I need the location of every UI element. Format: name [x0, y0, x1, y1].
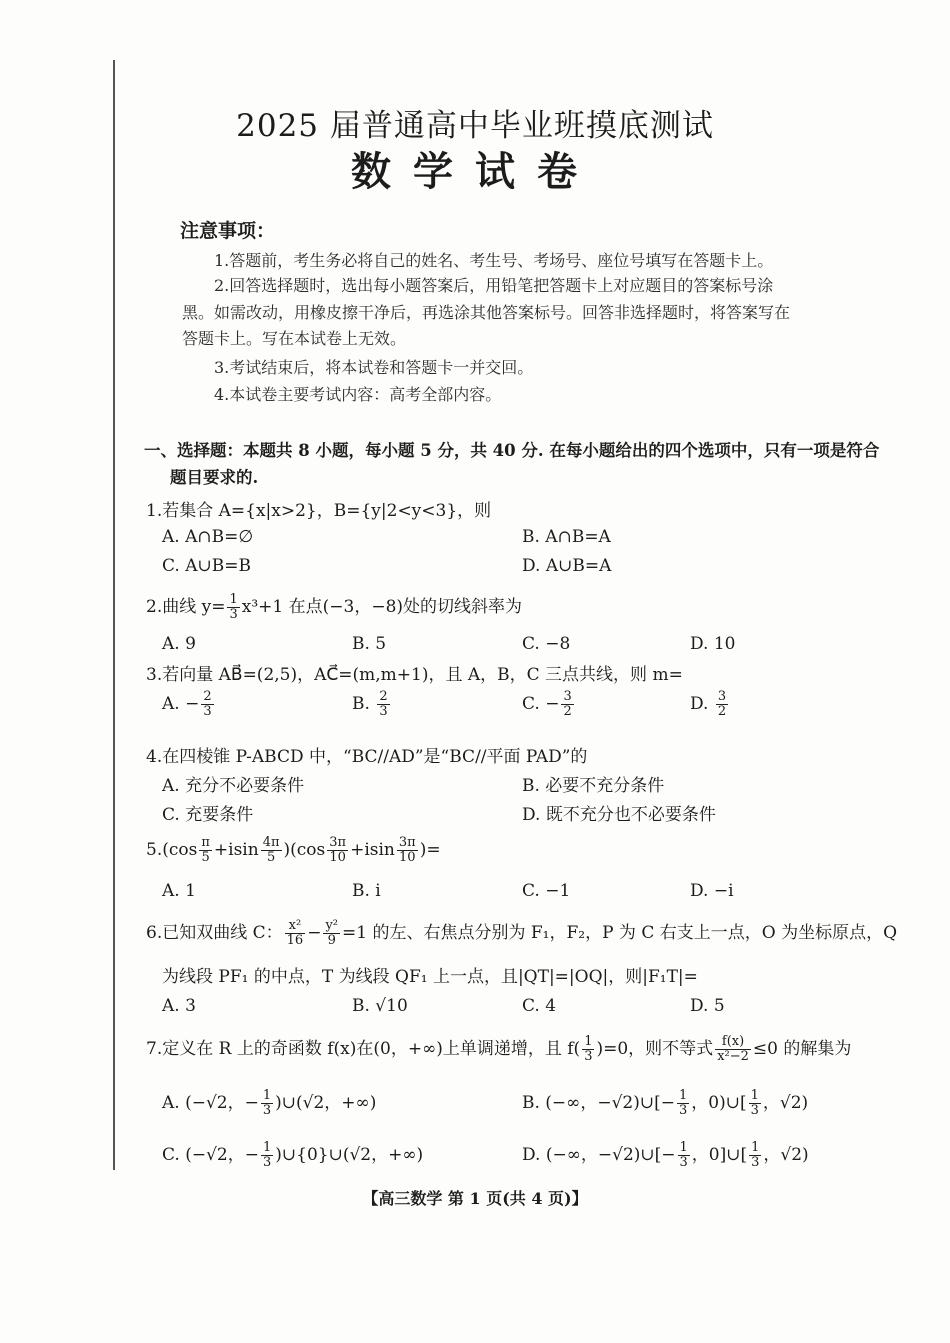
q2-frac-num: 1 — [229, 592, 238, 607]
frac-den: 3 — [262, 1103, 272, 1118]
notice-item: 黑。如需改动，用橡皮擦干净后，再选涂其他答案标号。回答非选择题时，将答案写在 — [182, 303, 791, 322]
frac-den: 3 — [203, 704, 212, 719]
opt-fraction — [677, 1089, 689, 1118]
question-6-line2: 为线段 PF₁ 的中点，T 为线段 QF₁ 上一点，且|QT|=|OQ|，则|F₁T|= — [162, 967, 698, 987]
question-6-stem — [146, 918, 897, 948]
opt-text: ，√2) — [762, 1093, 809, 1113]
q2-option-b: B. 5 — [352, 634, 387, 654]
frac-num: 1 — [750, 1088, 759, 1103]
notice-item: 1.答题前，考生务必将自己的姓名、考生号、考场号、座位号填写在答题卡上。 — [214, 251, 774, 270]
frac-num: 2 — [379, 689, 388, 704]
q6-option-b: B. √10 — [352, 996, 408, 1016]
frac-num: 1 — [262, 1140, 272, 1155]
q5-fraction-2 — [261, 836, 282, 865]
q2-option-a: A. 9 — [162, 634, 196, 654]
frac-num: 1 — [679, 1140, 688, 1155]
q5-text: 5.(cos — [146, 840, 198, 860]
q4-option-d: D. 既不充分也不必要条件 — [522, 805, 716, 825]
frac-num: π — [201, 835, 210, 850]
q4-option-c: C. 充要条件 — [162, 805, 254, 825]
frac-den: 3 — [262, 1155, 272, 1170]
frac-den: x²−2 — [717, 1049, 749, 1064]
notice-item: 2.回答选择题时，选出每小题答案后，用铅笔把答题卡上对应题目的答案标号涂 — [214, 276, 774, 295]
opt-fraction — [749, 1089, 761, 1118]
q4-option-a: A. 充分不必要条件 — [162, 776, 305, 796]
frac-den: 5 — [266, 850, 276, 865]
q6-text: 6.已知双曲线 C： — [146, 923, 283, 943]
q7-option-c — [162, 1140, 423, 1170]
opt-fraction — [749, 1141, 761, 1170]
q3-d-fraction — [716, 690, 728, 719]
q1-option-d: D. A∪B=A — [522, 556, 612, 576]
q3-a-fraction — [201, 690, 213, 719]
opt-fraction — [261, 1089, 273, 1118]
q2-frac-den: 3 — [229, 607, 238, 622]
opt-fraction — [261, 1141, 273, 1170]
frac-num: 3π — [329, 835, 347, 850]
q6-option-a: A. 3 — [162, 996, 196, 1016]
q5-fraction-4 — [397, 836, 418, 865]
question-1-stem: 1.若集合 A={x|x>2}，B={y|2<y<3}，则 — [146, 501, 492, 521]
frac-num: 2 — [203, 689, 212, 704]
frac-num: f(x) — [715, 1035, 751, 1050]
frac-den: 3 — [584, 1049, 593, 1064]
q1-option-b: B. A∩B=A — [522, 527, 611, 547]
q6-text: =1 的左、右焦点分别为 F₁，F₂，P 为 C 右支上一点，O 为坐标原点，Q — [342, 923, 898, 943]
q6-text: − — [307, 923, 322, 943]
frac-num: x² — [285, 919, 306, 934]
section-heading-cont: 题目要求的. — [170, 468, 259, 487]
opt-text: D. (−∞，−√2)∪[− — [522, 1145, 676, 1165]
q5-fraction-1 — [199, 836, 212, 865]
opt-text: )∪{0}∪(√2，+∞) — [275, 1145, 424, 1165]
q7-fraction-1 — [582, 1035, 594, 1064]
frac-num: y² — [325, 918, 338, 933]
q3-option-a — [162, 690, 216, 719]
question-2-stem — [146, 592, 522, 622]
q3-d-label: D. — [690, 694, 714, 714]
q7-fraction-2 — [715, 1035, 751, 1064]
frac-den: 3 — [751, 1155, 760, 1170]
q7-text: 7.定义在 R 上的奇函数 f(x)在(0，+∞)上单调递增，且 f( — [146, 1039, 581, 1059]
frac-den: 3 — [750, 1103, 759, 1118]
notice-item: 3.考试结束后，将本试卷和答题卡一并交回。 — [214, 358, 534, 377]
q3-a-label: A. − — [162, 694, 200, 714]
q3-c-label: C. − — [522, 694, 560, 714]
frac-den: 3 — [379, 704, 388, 719]
q7-option-b — [522, 1088, 808, 1118]
notice-item: 答题卡上。写在本试卷上无效。 — [182, 329, 407, 348]
page-footer: 【高三数学 第 1 页(共 4 页)】 — [362, 1189, 588, 1208]
question-5-stem — [146, 836, 441, 865]
q3-option-d — [690, 690, 730, 719]
opt-fraction — [678, 1141, 690, 1170]
question-7-stem — [146, 1034, 851, 1064]
q5-text: +isin — [213, 840, 259, 860]
frac-num: 3 — [717, 689, 727, 704]
frac-den: 2 — [717, 704, 727, 719]
q7-option-d — [522, 1140, 809, 1170]
frac-den: 3 — [678, 1103, 688, 1118]
opt-text: A. (−√2，− — [162, 1093, 259, 1113]
q5-fraction-3 — [327, 836, 348, 865]
q7-text: ≤0 的解集为 — [752, 1039, 852, 1059]
frac-den: 5 — [201, 850, 210, 865]
q5-option-b: B. i — [352, 881, 381, 901]
subject-title: 数学试卷 — [351, 148, 599, 195]
q5-text: )(cos — [283, 840, 326, 860]
q6-option-d: D. 5 — [690, 996, 725, 1016]
opt-text: )∪(√2，+∞) — [275, 1093, 377, 1113]
q2-option-d: D. 10 — [690, 634, 736, 654]
q1-option-c: C. A∪B=B — [162, 556, 251, 576]
q5-text: +isin — [350, 840, 395, 860]
q2-fraction — [227, 593, 239, 622]
frac-den: 9 — [327, 933, 336, 948]
q5-text: )= — [419, 840, 441, 860]
exam-title: 2025 届普通高中毕业班摸底测试 — [236, 108, 714, 144]
frac-num: 3 — [563, 689, 572, 704]
opt-text: B. (−∞，−√2)∪[− — [522, 1093, 675, 1113]
q5-option-c: C. −1 — [522, 881, 571, 901]
opt-text: ，0]∪[ — [691, 1145, 748, 1165]
q6-option-c: C. 4 — [522, 996, 557, 1016]
frac-den: 3 — [679, 1155, 688, 1170]
frac-num: 1 — [751, 1140, 760, 1155]
q5-option-d: D. −i — [690, 881, 734, 901]
frac-num: 4π — [262, 835, 280, 850]
q3-c-fraction — [561, 690, 573, 719]
frac-num: 3π — [398, 835, 416, 850]
q7-option-a — [162, 1088, 376, 1118]
frac-num: 1 — [262, 1088, 272, 1103]
opt-text: C. (−√2，− — [162, 1145, 259, 1165]
frac-den: 10 — [329, 850, 346, 865]
notice-item: 4.本试卷主要考试内容：高考全部内容。 — [214, 385, 502, 404]
q3-option-b — [352, 690, 392, 719]
q2-option-c: C. −8 — [522, 634, 571, 654]
frac-den: 16 — [286, 933, 304, 948]
opt-text: ，√2) — [763, 1145, 809, 1165]
q2-text-pre: 2.曲线 y= — [146, 597, 226, 617]
q2-text-post: x³+1 在点(−3，−8)处的切线斜率为 — [241, 597, 523, 617]
q3-b-fraction — [377, 690, 389, 719]
question-3-stem: 3.若向量 AB⃗=(2,5)，AC⃗=(m,m+1)，且 A，B，C 三点共线，则 m= — [146, 665, 683, 685]
q3-b-label: B. — [352, 694, 376, 714]
notice-heading: 注意事项： — [180, 220, 276, 242]
q1-option-a: A. A∩B=∅ — [162, 527, 254, 547]
q6-fraction-1 — [285, 919, 306, 948]
q6-fraction-2 — [323, 919, 340, 948]
frac-num: 1 — [678, 1088, 688, 1103]
frac-num: 1 — [584, 1034, 593, 1049]
q5-option-a: A. 1 — [162, 881, 196, 901]
q7-text: )=0，则不等式 — [596, 1039, 714, 1059]
question-4-stem: 4.在四棱锥 P-ABCD 中，“BC//AD”是“BC//平面 PAD”的 — [146, 747, 588, 767]
q4-option-b: B. 必要不充分条件 — [522, 776, 665, 796]
frac-den: 2 — [563, 704, 572, 719]
frac-den: 10 — [399, 850, 416, 865]
q3-option-c — [522, 690, 576, 719]
binding-margin-line — [113, 60, 115, 1170]
opt-text: ，0)∪[ — [691, 1093, 747, 1113]
section-heading: 一、选择题：本题共 8 小题，每小题 5 分，共 40 分. 在每小题给出的四个选项中，只有一项是符合 — [144, 441, 880, 460]
